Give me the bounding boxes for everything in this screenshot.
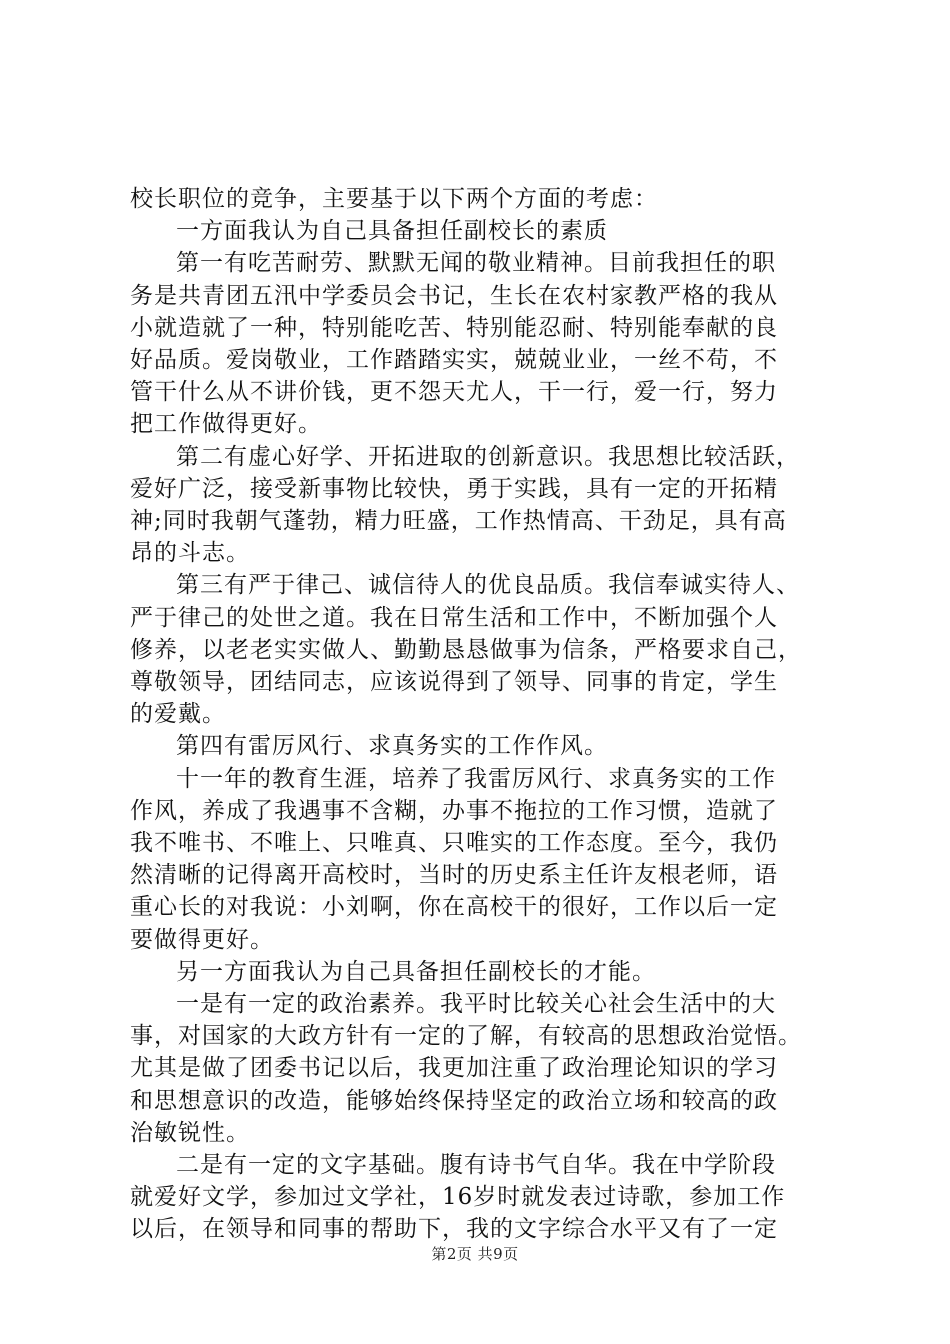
text-line: 我不唯书、不唯上、只唯真、只唯实的工作态度。至今，我仍 [130, 830, 778, 856]
text-line: 修养，以老老实实做人、勤勤恳恳做事为信条，严格要求自己， [130, 637, 802, 663]
text-line: 治敏锐性。 [130, 1120, 250, 1146]
text-line: 把工作做得更好。 [130, 411, 322, 437]
text-line: 然清晰的记得离开高校时，当时的历史系主任许友根老师，语 [130, 862, 778, 888]
text-line: 事，对国家的大政方针有一定的了解，有较高的思想政治觉悟。 [130, 1023, 802, 1049]
text-line: 务是共青团五汛中学委员会书记，生长在农村家教严格的我从 [130, 283, 778, 309]
text-line: 第一有吃苦耐劳、默默无闻的敬业精神。目前我担任的职 [176, 250, 776, 276]
text-line: 一方面我认为自己具备担任副校长的素质 [176, 218, 608, 244]
text-line: 要做得更好。 [130, 927, 274, 953]
page-number-footer: 第2页 共9页 [431, 1245, 519, 1263]
text-line: 十一年的教育生涯，培养了我雷厉风行、求真务实的工作 [176, 766, 776, 792]
text-line: 小就造就了一种，特别能吃苦、特别能忍耐、特别能奉献的良 [130, 315, 778, 341]
text-line: 严于律己的处世之道。我在日常生活和工作中，不断加强个人 [130, 605, 778, 631]
text-line: 昂的斗志。 [130, 540, 250, 566]
text-line: 就爱好文学，参加过文学社，16岁时就发表过诗歌，参加工作 [130, 1184, 786, 1210]
text-line: 爱好广泛，接受新事物比较快，勇于实践，具有一定的开拓精 [130, 476, 778, 502]
text-line: 第三有严于律己、诚信待人的优良品质。我信奉诚实待人、 [176, 572, 800, 598]
text-line: 第四有雷厉风行、求真务实的工作作风。 [176, 733, 608, 759]
text-line: 尤其是做了团委书记以后，我更加注重了政治理论知识的学习 [130, 1055, 778, 1081]
text-line: 尊敬领导，团结同志，应该说得到了领导、同事的肯定，学生 [130, 669, 778, 695]
text-line: 管干什么从不讲价钱，更不怨天尤人，干一行，爱一行，努力 [130, 379, 778, 405]
text-line: 作风，养成了我遇事不含糊，办事不拖拉的工作习惯，造就了 [130, 798, 778, 824]
text-line: 校长职位的竞争，主要基于以下两个方面的考虑： [130, 186, 658, 212]
text-line: 的爱戴。 [130, 701, 226, 727]
text-line: 二是有一定的文字基础。腹有诗书气自华。我在中学阶段 [176, 1152, 776, 1178]
text-line: 一是有一定的政治素养。我平时比较关心社会生活中的大 [176, 991, 776, 1017]
text-line: 好品质。爱岗敬业，工作踏踏实实，兢兢业业，一丝不苟，不 [130, 347, 778, 373]
text-line: 另一方面我认为自己具备担任副校长的才能。 [176, 959, 656, 985]
text-line: 以后，在领导和同事的帮助下，我的文字综合水平又有了一定 [130, 1216, 778, 1242]
text-line: 和思想意识的改造，能够始终保持坚定的政治立场和较高的政 [130, 1088, 778, 1114]
text-line: 第二有虚心好学、开拓进取的创新意识。我思想比较活跃， [176, 444, 800, 470]
text-line: 重心长的对我说：小刘啊，你在高校干的很好，工作以后一定 [130, 894, 778, 920]
text-line: 神;同时我朝气蓬勃，精力旺盛，工作热情高、干劲足，具有高 [130, 508, 787, 534]
